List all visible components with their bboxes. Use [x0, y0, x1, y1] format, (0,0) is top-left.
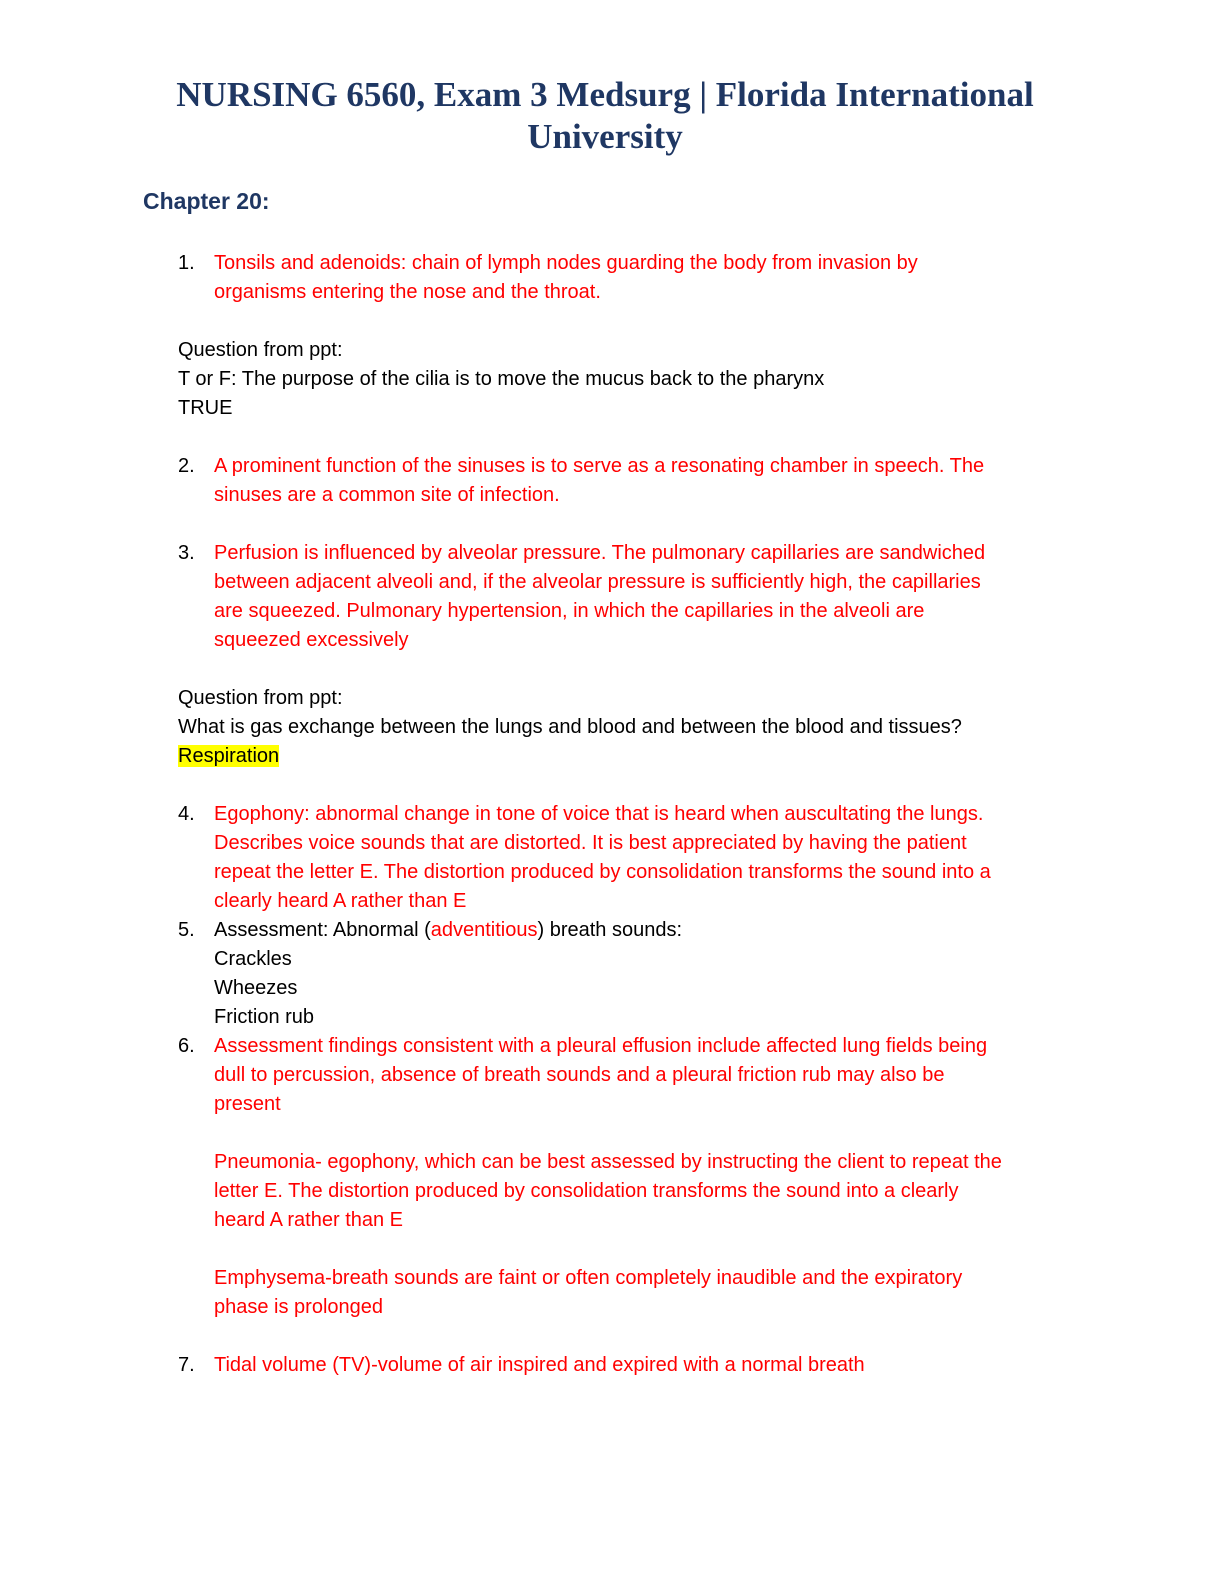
item-6-p3-line-2: phase is prolonged [214, 1296, 384, 1318]
item-4-line-1: Egophony: abnormal change in tone of voice that is heard when auscultating the lungs. [214, 803, 984, 825]
item-6-p2-line-3: heard A rather than E [214, 1209, 404, 1231]
item-7-line-1: Tidal volume (TV)-volume of air inspired and expired with a normal breath [214, 1354, 865, 1376]
question-2-label: Question from ppt: [178, 687, 343, 709]
item-2-line-1: A prominent function of the sinuses is to serve as a resonating chamber in speech. The [214, 455, 985, 477]
item-1-line-2: organisms entering the nose and the throat. [214, 281, 601, 303]
item-1-line-1: Tonsils and adenoids: chain of lymph nodes guarding the body from invasion by [214, 252, 918, 274]
chapter-heading: Chapter 20: [143, 188, 270, 214]
document-title: NURSING 6560, Exam 3 Medsurg | Florida International University [176, 75, 1034, 156]
item-5-number: 5. [178, 919, 195, 941]
item-6-line-1: Assessment findings consistent with a pleural effusion include affected lung fields being [214, 1035, 988, 1057]
question-2-answer: Respiration [178, 745, 280, 767]
item-6-p2-line-2: letter E. The distortion produced by consolidation transforms the sound into a clearly [214, 1180, 959, 1202]
question-1-label: Question from ppt: [178, 339, 343, 361]
item-3-line-1: Perfusion is influenced by alveolar pressure. The pulmonary capillaries are sandwiched [214, 542, 986, 564]
question-1-answer: TRUE [178, 397, 233, 419]
item-5-prefix: Assessment: Abnormal ( [214, 919, 431, 941]
item-5-highlight: adventitious [430, 919, 538, 941]
item-6-line-3: present [214, 1093, 281, 1115]
item-5-sub-3: Friction rub [214, 1006, 315, 1028]
item-5-sub-2: Wheezes [214, 977, 298, 999]
item-5-sub-1: Crackles [214, 948, 292, 970]
item-3-line-4: squeezed excessively [214, 629, 409, 651]
item-4-line-3: repeat the letter E. The distortion produced by consolidation transforms the sound into a [214, 861, 991, 883]
question-1-text: T or F: The purpose of the cilia is to move the mucus back to the pharynx [178, 368, 825, 390]
item-4-number: 4. [178, 803, 195, 825]
item-3-number: 3. [178, 542, 195, 564]
item-6-p3-line-1: Emphysema-breath sounds are faint or often completely inaudible and the expiratory [214, 1267, 963, 1289]
item-2-number: 2. [178, 455, 195, 477]
item-7-number: 7. [178, 1354, 195, 1376]
question-2-text: What is gas exchange between the lungs and blood and between the blood and tissues? [178, 716, 962, 738]
item-3-line-3: are squeezed. Pulmonary hypertension, in which the capillaries in the alveoli are [214, 600, 925, 622]
item-4-line-2: Describes voice sounds that are distorted. It is best appreciated by having the patient [214, 832, 967, 854]
item-2-line-2: sinuses are a common site of infection. [214, 484, 560, 506]
question-2-answer-wrap [178, 742, 279, 771]
item-6-number: 6. [178, 1035, 195, 1057]
item-3-line-2: between adjacent alveoli and, if the alveolar pressure is sufficiently high, the capillaries [214, 571, 981, 593]
item-5-line-1 [214, 916, 682, 945]
item-4-line-4: clearly heard A rather than E [214, 890, 467, 912]
item-6-line-2: dull to percussion, absence of breath sounds and a pleural friction rub may also be [214, 1064, 945, 1086]
item-1-number: 1. [178, 252, 195, 274]
item-6-p2-line-1: Pneumonia- egophony, which can be best assessed by instructing the client to repeat the [214, 1151, 1002, 1173]
item-5-suffix: ) breath sounds: [537, 919, 683, 941]
